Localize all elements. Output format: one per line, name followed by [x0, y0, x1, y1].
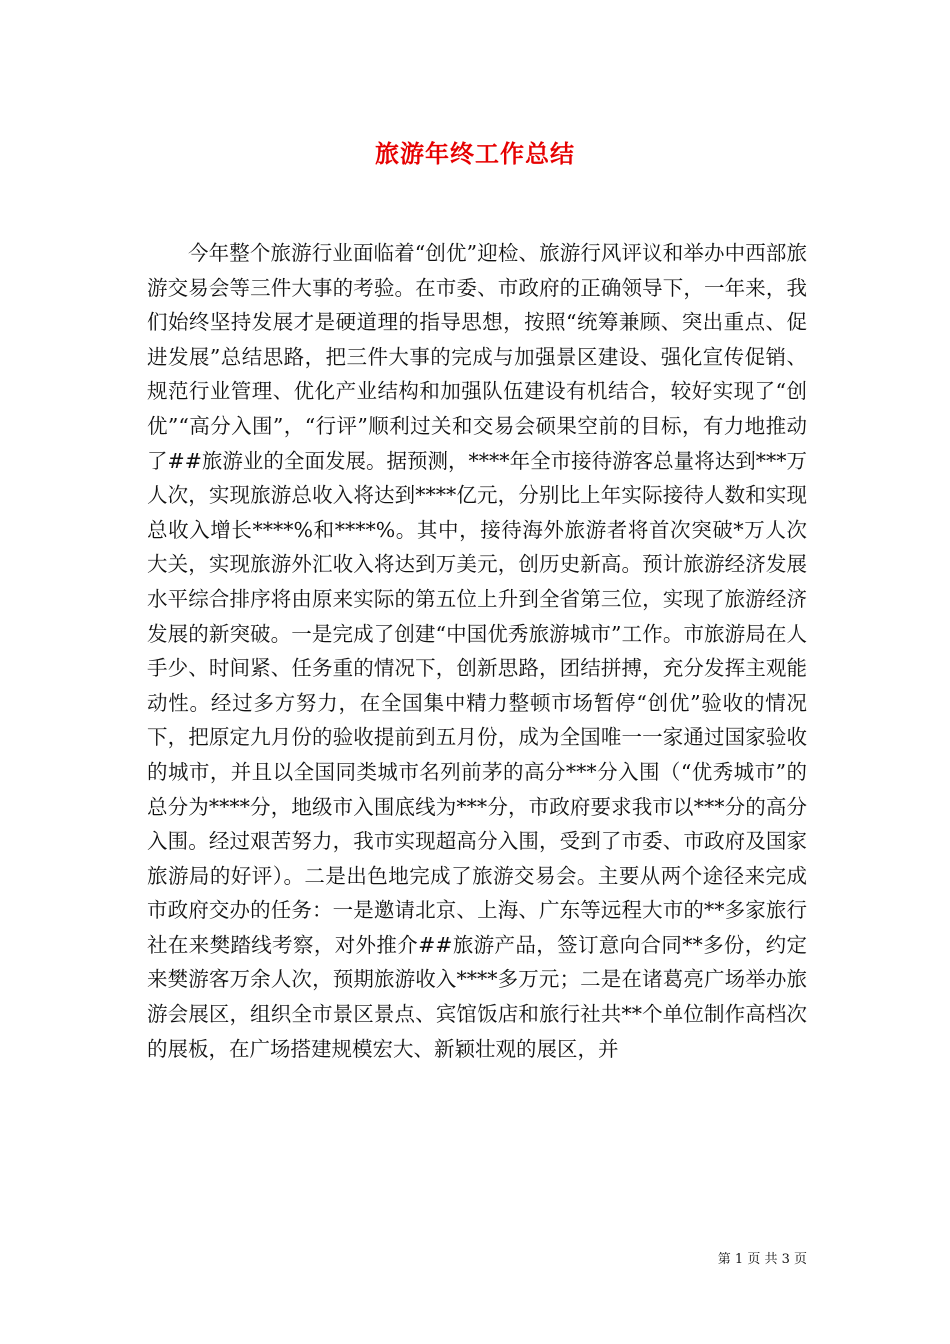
body-paragraph: 今年整个旅游行业面临着“创优”迎检、旅游行风评议和举办中西部旅游交易会等三件大事的考验。在市委、市政府的正确领导下，一年来，我们始终坚持发展才是硬道理的指导思想，按照“统筹兼顾、突出重点、促进发展”总结思路，把三件大事的完成与加强景区建设、强化宣传促销、规范行业管理、优化产业结构和加强队伍建设有机结合，较好实现了“创优”“高分入围”，“行评”顺利过关和交易会硕果空前的目标，有力地推动了##旅游业的全面发展。据预测，****年全市接待游客总量将达到***万人次，实现旅游总收入将达到****亿元，分别比上年实际接待人数和实现总收入增长****%和****%。其中，接待海外旅游者将首次突破*万人次大关，实现旅游外汇收入将达到万美元，创历史新高。预计旅游经济发展水平综合排序将由原来实际的第五位上升到全省第三位，实现了旅游经济发展的新突破。一是完成了创建“中国优秀旅游城市”工作。市旅游局在人手少、时间紧、任务重的情况下，创新思路，团结拼搏，充分发挥主观能动性。经过多方努力，在全国集中精力整顿市场暂停“创优”验收的情况下，把原定九月份的验收提前到五月份，成为全国唯一一家通过国家验收的城市，并且以全国同类城市名列前茅的高分***分入围（“优秀城市”的总分为****分，地级市入围底线为***分，市政府要求我市以***分的高分入围。经过艰苦努力，我市实现超高分入围，受到了市委、市政府及国家旅游局的好评）。二是出色地完成了旅游交易会。主要从两个途径来完成市政府交办的任务：一是邀请北京、上海、广东等远程大市的**多家旅行社在来樊踏线考察，对外推介##旅游产品，签订意向合同**多份，约定来樊游客万余人次，预期旅游收入****多万元；二是在诸葛亮广场举办旅游会展区，组织全市景区景点、宾馆饭店和旅行社共**个单位制作高档次的展板，在广场搭建规模宏大、新颖壮观的展区，并 — [147, 241, 807, 1061]
document-title: 旅游年终工作总结 — [375, 139, 575, 168]
page-number-footer: 第 1 页 共 3 页 — [717, 1252, 807, 1267]
